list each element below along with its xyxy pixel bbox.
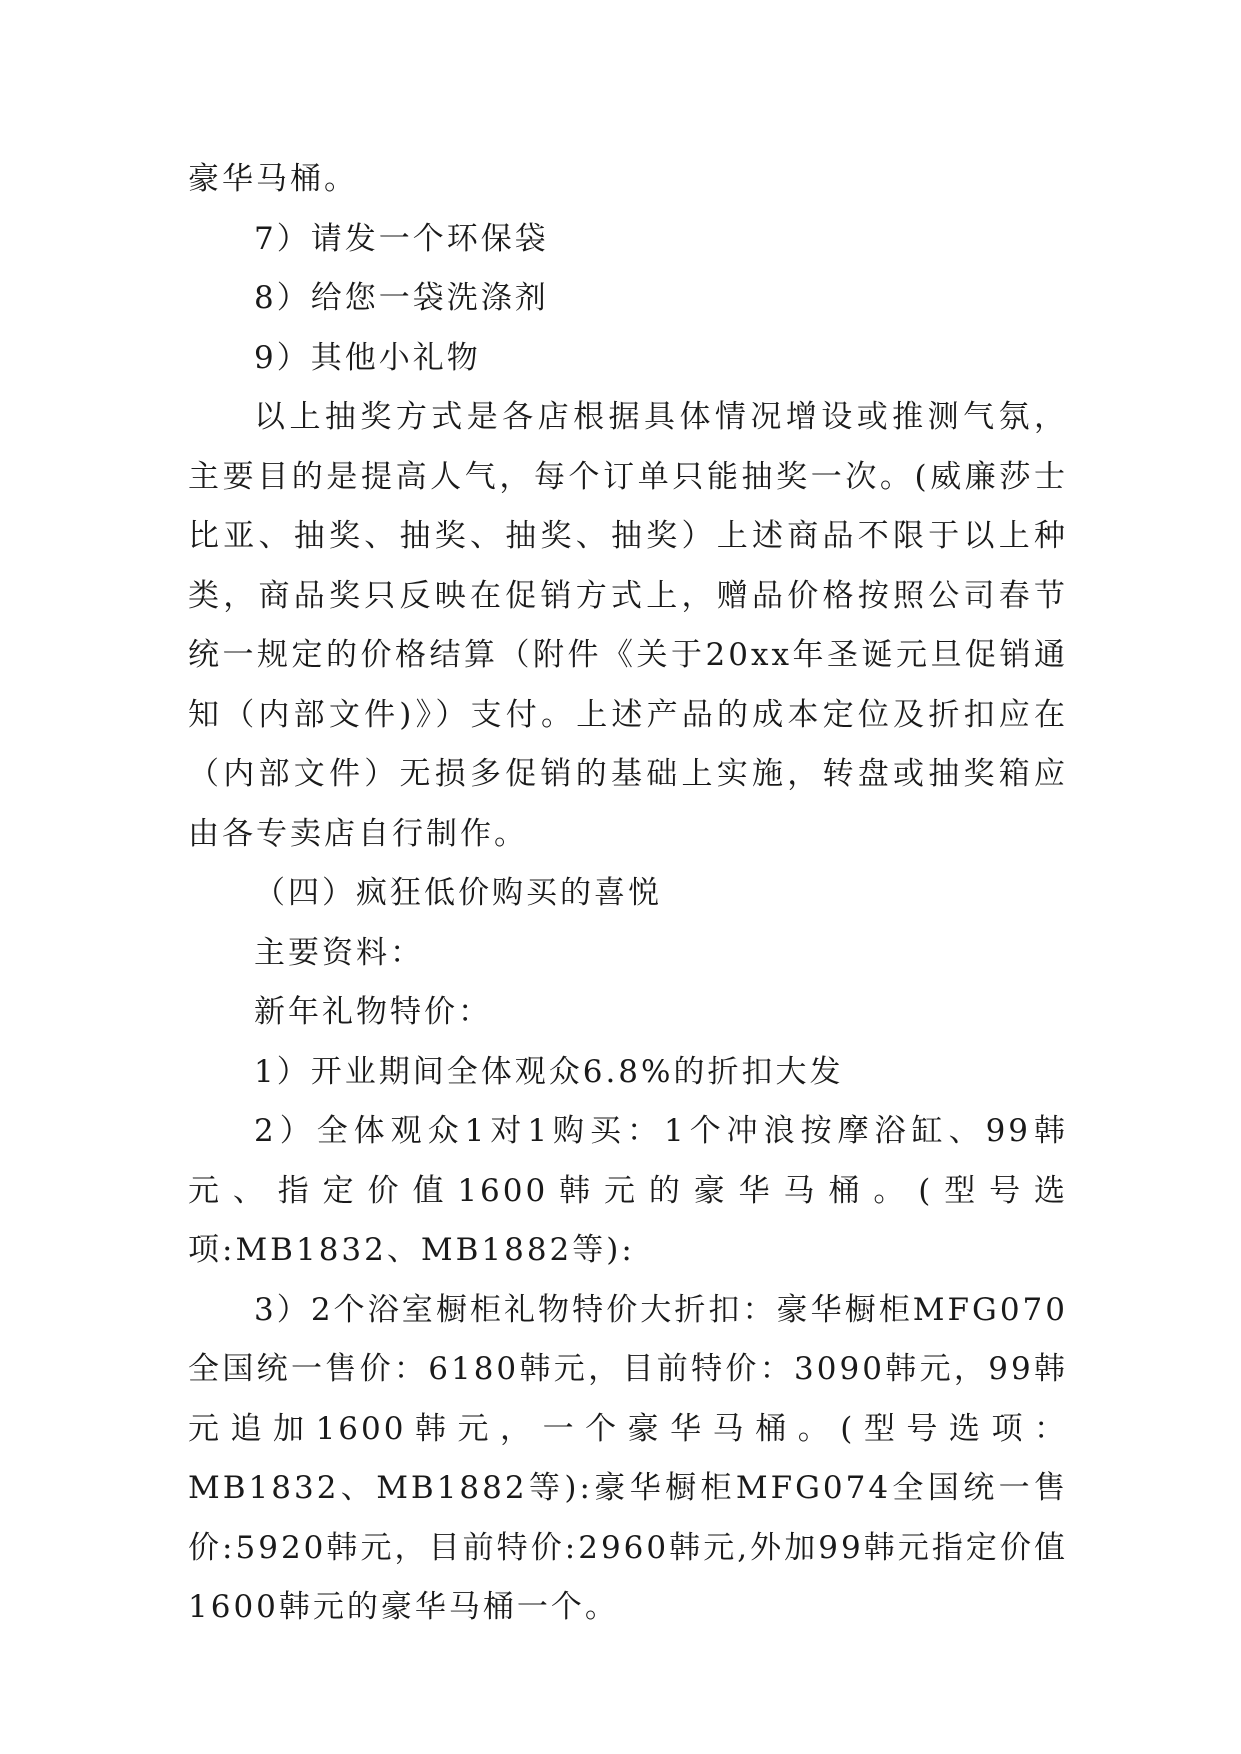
offer-item-3: 3）2个浴室橱柜礼物特价大折扣：豪华橱柜MFG070全国统一售价：6180韩元，目前特价：3090韩元，99韩元追加1600韩元，一个豪华马桶。(型号选项：MB1832、MB1882等):豪华橱柜MFG074全国统一售价:5920韩元，目前特价:2960韩元,外加99韩元指定价值1600韩元的豪华马桶一个。 bbox=[188, 1291, 1068, 1625]
offer-item-2: 2）全体观众1对1购买：1个冲浪按摩浴缸、99韩元、指定价值1600韩元的豪华马桶。(型号选项:MB1832、MB1882等): bbox=[188, 1113, 1068, 1268]
list-item-9: 9）其他小礼物 bbox=[254, 339, 481, 376]
list-item-7: 7）请发一个环保袋 bbox=[254, 220, 549, 257]
lottery-rules-paragraph: 以上抽奖方式是各店根据具体情况增设或推测气氛，主要目的是提高人气，每个订单只能抽奖一次。(威廉莎士比亚、抽奖、抽奖、抽奖、抽奖）上述商品不限于以上种类，商品奖只反映在促销方式上，赠品价格按照公司春节统一规定的价格结算（附件《关于20xx年圣诞元旦促销通知（内部文件)》）支付。上述产品的成本定位及折扣应在（内部文件）无损多促销的基础上实施，转盘或抽奖箱应由各专卖店自行制作。 bbox=[188, 399, 1068, 852]
document-page bbox=[188, 150, 1068, 1638]
list-item-8: 8）给您一袋洗涤剂 bbox=[254, 280, 549, 316]
paragraph-continuation: 豪华马桶。 bbox=[188, 161, 358, 197]
section-heading-four: （四）疯狂低价购买的喜悦 bbox=[254, 875, 662, 911]
new-year-gift-label: 新年礼物特价： bbox=[254, 994, 492, 1030]
offer-item-1: 1）开业期间全体观众6.8%的折扣大发 bbox=[254, 1053, 844, 1090]
main-materials-label: 主要资料： bbox=[254, 934, 424, 971]
